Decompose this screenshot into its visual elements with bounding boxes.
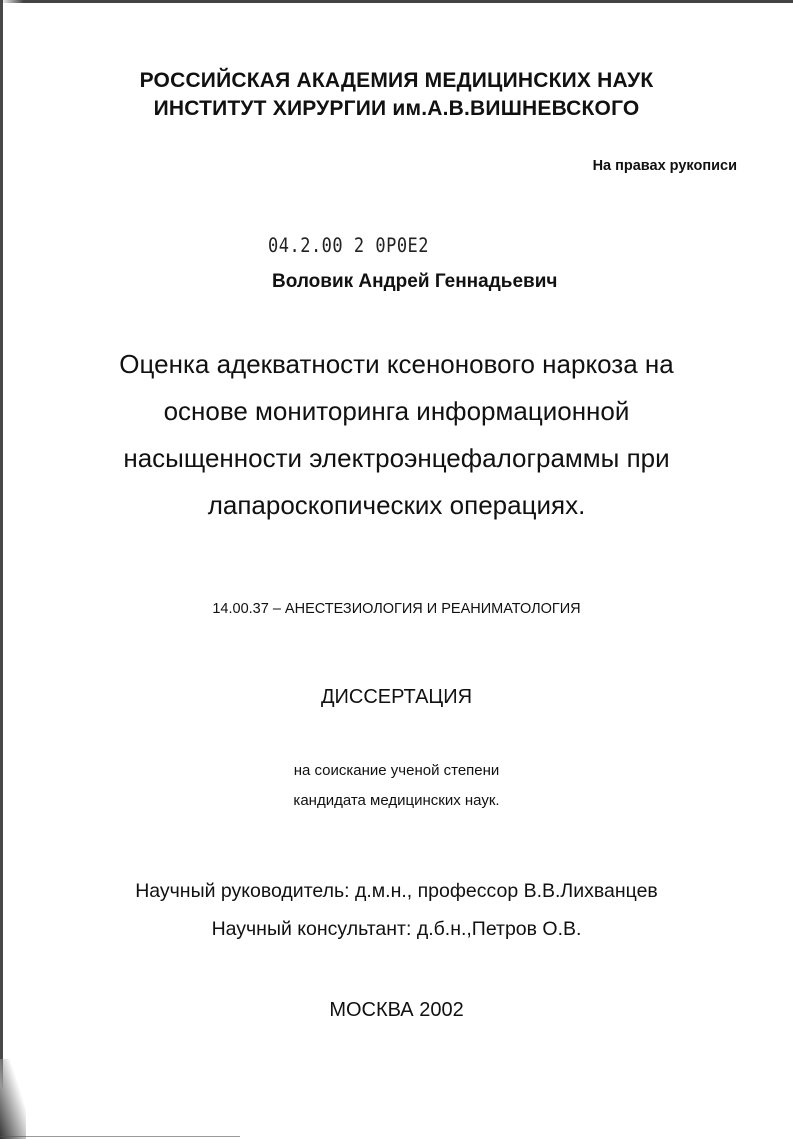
scan-bottom-line — [0, 1136, 240, 1137]
scan-top-edge — [0, 0, 793, 3]
registration-stamp: 04.2.00 2 0Р0Е2 — [268, 234, 430, 258]
scan-bottom-shadow — [0, 1059, 26, 1139]
thesis-title-line: Оценка адекватности ксенонового наркоза на — [119, 349, 674, 379]
scientific-consultant: Научный консультант: д.б.н.,Петров О.В. — [211, 918, 582, 940]
scientific-supervisor: Научный руководитель: д.м.н., профессор В.В.Лихванцев — [135, 880, 658, 902]
institution-academy: РОССИЙСКАЯ АКАДЕМИЯ МЕДИЦИНСКИХ НАУК — [139, 69, 654, 92]
institution-institute: ИНСТИТУТ ХИРУРГИИ им.А.В.ВИШНЕВСКОГО — [153, 97, 640, 120]
degree-line: кандидата медицинских наук. — [293, 792, 500, 809]
document-type: ДИССЕРТАЦИЯ — [320, 686, 473, 708]
thesis-title-line: лапароскопических операциях. — [207, 490, 586, 520]
thesis-title-line: основе мониторинга информационной — [163, 396, 630, 426]
thesis-title-line: насыщенности электроэнцефалограммы при — [123, 443, 670, 473]
manuscript-rights-note: На правах рукописи — [592, 158, 737, 174]
author-name: Воловик Андрей Геннадьевич — [272, 271, 558, 292]
specialty-code: 14.00.37 – АНЕСТЕЗИОЛОГИЯ И РЕАНИМАТОЛОГИЯ — [212, 601, 581, 617]
degree-line: на соискание ученой степени — [293, 762, 500, 779]
city-year: МОСКВА 2002 — [329, 999, 464, 1021]
scan-left-edge — [0, 0, 3, 1139]
